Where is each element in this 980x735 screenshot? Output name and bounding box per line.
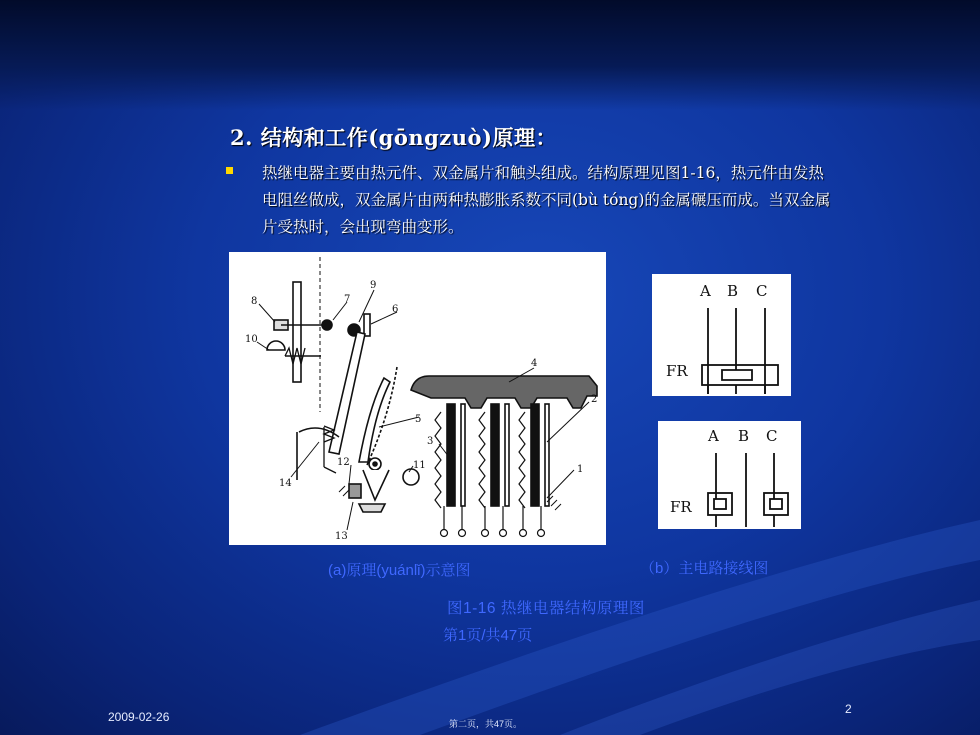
label-12: 12: [337, 457, 350, 468]
caption-figure-a: (a)原理(yuánlǐ)示意图: [328, 562, 471, 579]
bullet-text: 热继电器主要由热元件、双金属片和触头组成。结构原理见图1-16，热元件由发热电阻丝做成，双金属片由两种热膨胀系数不同(bù tóng)的金属碾压而成。当双金属片受热时，会出现弯曲变形。: [262, 164, 831, 236]
label-13: 13: [335, 531, 348, 542]
slide-date: 2009-02-26: [108, 710, 170, 724]
label-3: 3: [427, 436, 434, 447]
figure-caption: 图1-16 热继电器结构原理图: [447, 600, 645, 617]
label-9: 9: [370, 280, 377, 291]
phase-b-label-top: B: [727, 282, 739, 300]
phase-c-label-top: C: [756, 282, 768, 300]
figure-b-wiring-top: [652, 274, 791, 396]
label-8: 8: [251, 296, 258, 307]
footer-page-count: 第二页，共47页。: [449, 719, 523, 729]
label-5: 5: [415, 414, 422, 425]
figure-b-wiring-bottom: [658, 421, 801, 529]
caption-figure-b: （b）主电路接线图: [640, 560, 769, 577]
label-4: 4: [531, 358, 538, 369]
fr-label-top: FR: [666, 362, 688, 380]
label-7: 7: [344, 294, 351, 305]
phase-a-label-top: A: [700, 282, 711, 300]
fr-label-bottom: FR: [670, 498, 692, 516]
label-11: 11: [413, 460, 426, 471]
bullet-point: [226, 160, 836, 241]
label-14: 14: [279, 478, 292, 489]
bullet-square-icon: [226, 167, 233, 174]
label-1: 1: [577, 464, 584, 475]
phase-a-label-bottom: A: [708, 427, 719, 445]
label-2: 2: [591, 394, 598, 405]
label-6: 6: [392, 304, 399, 315]
page-label: 第1页/共47页: [443, 627, 533, 644]
label-10: 10: [245, 334, 258, 345]
phase-c-label-bottom: C: [766, 427, 778, 445]
figure-a-principle-diagram: [229, 252, 606, 545]
slide-number: 2: [845, 702, 852, 716]
slide-title: 2. 结构和工作(gōngzuò)原理：: [230, 125, 557, 150]
phase-b-label-bottom: B: [738, 427, 750, 445]
